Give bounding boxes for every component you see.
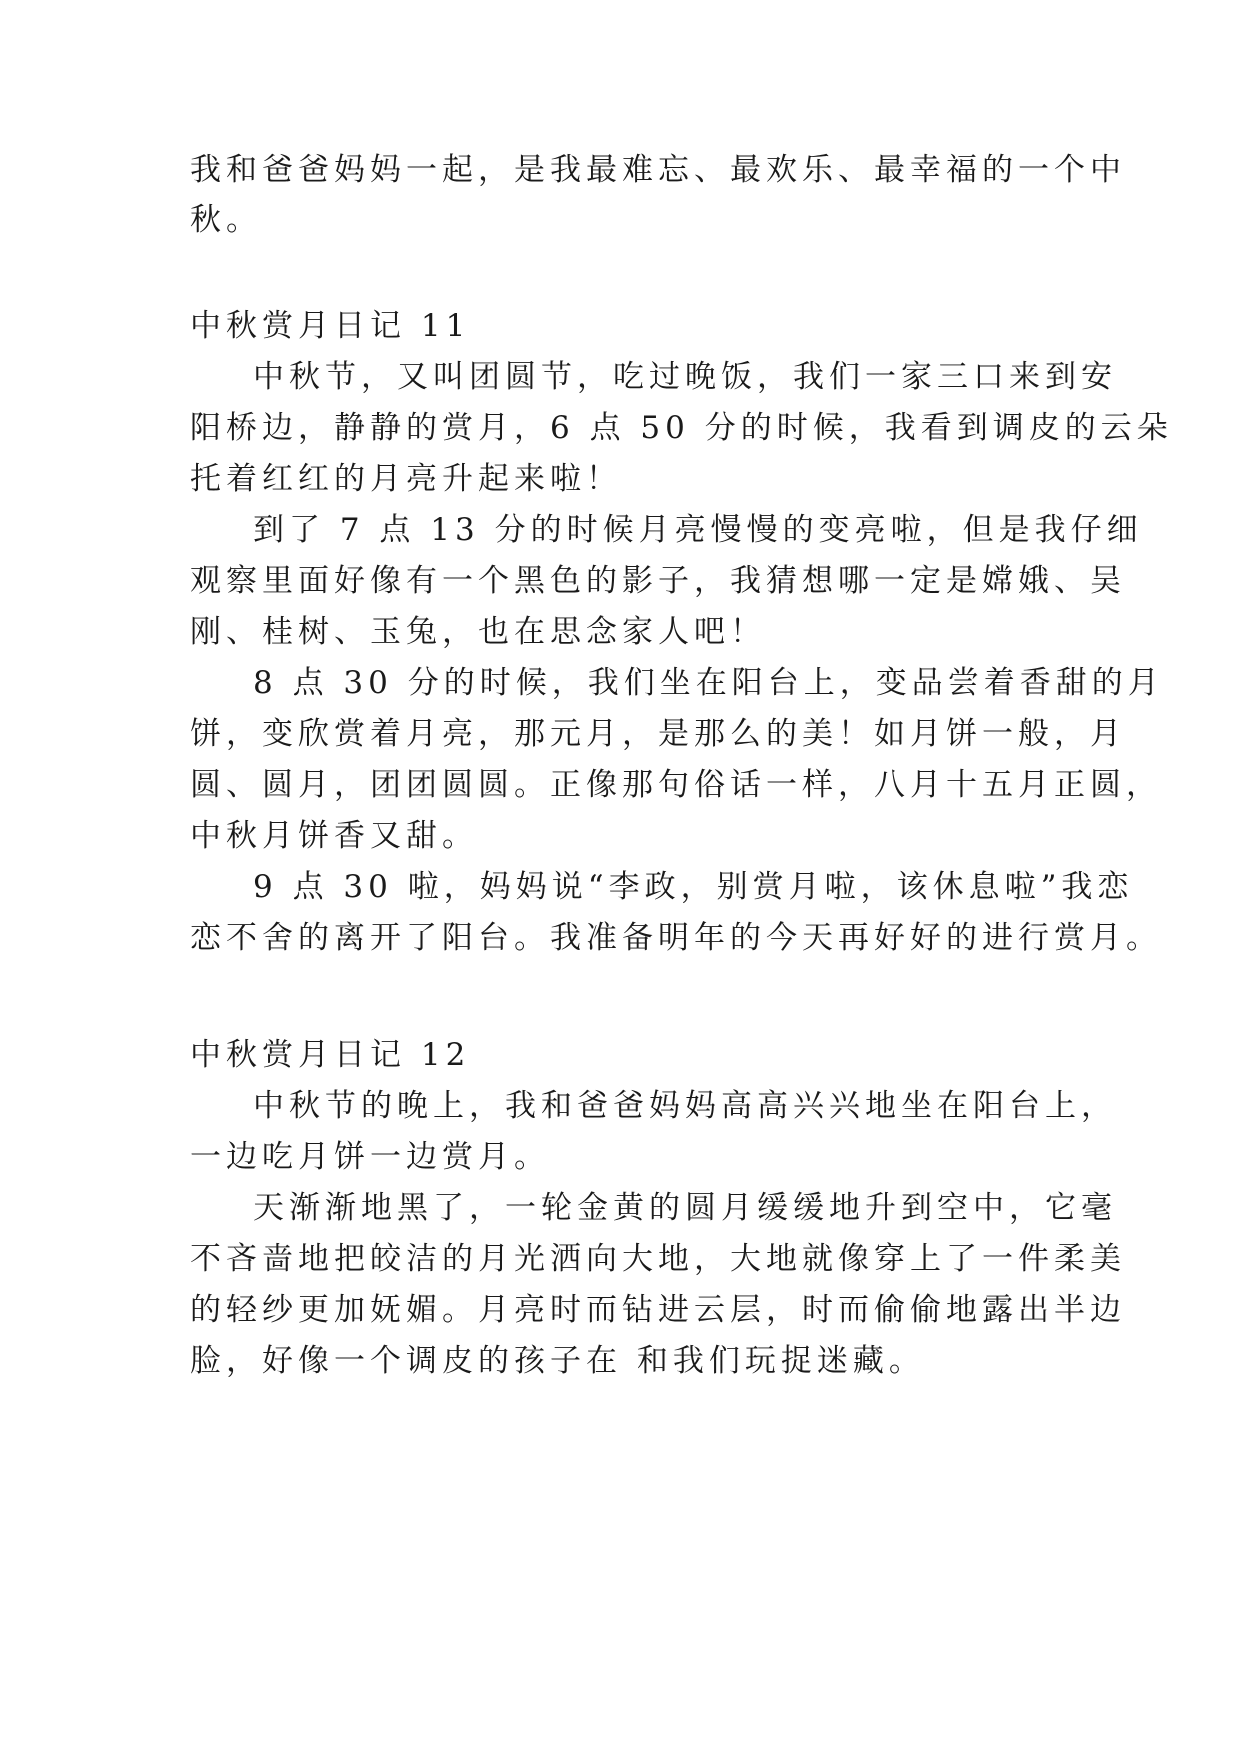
text-line: 脸，好像一个调皮的孩子在 和我们玩捉迷藏。	[190, 1343, 925, 1379]
paragraph-first-line: 中秋节，又叫团圆节，吃过晚饭，我们一家三口来到安	[253, 359, 1117, 395]
text-line: 恋不舍的离开了阳台。我准备明年的今天再好好的进行赏月。	[190, 920, 1162, 956]
text-line: 中秋月饼香又甜。	[190, 818, 478, 854]
paragraph-first-line: 8 点 30 分的时候，我们坐在阳台上，变品尝着香甜的月	[253, 665, 1164, 701]
text-line: 一边吃月饼一边赏月。	[190, 1139, 550, 1175]
text-line: 托着红红的月亮升起来啦！	[190, 461, 622, 497]
paragraph-first-line: 到了 7 点 13 分的时候月亮慢慢的变亮啦，但是我仔细	[253, 512, 1143, 548]
text-line: 阳桥边，静静的赏月，6 点 50 分的时候，我看到调皮的云朵	[190, 410, 1173, 446]
paragraph-first-line: 9 点 30 啦，妈妈说“李政，别赏月啦，该休息啦”我恋	[253, 869, 1134, 905]
text-line: 秋。	[190, 202, 262, 238]
paragraph-first-line: 中秋节的晚上，我和爸爸妈妈高高兴兴地坐在阳台上，	[253, 1088, 1117, 1124]
text-line: 饼，变欣赏着月亮，那元月，是那么的美！如月饼一般，月	[190, 716, 1126, 752]
text-line: 观察里面好像有一个黑色的影子，我猜想哪一定是嫦娥、吴	[190, 563, 1126, 599]
paragraph-first-line: 天渐渐地黑了，一轮金黄的圆月缓缓地升到空中，它毫	[253, 1190, 1117, 1226]
text-line: 我和爸爸妈妈一起，是我最难忘、最欢乐、最幸福的一个中	[190, 152, 1126, 188]
text-line: 不吝啬地把皎洁的月光洒向大地，大地就像穿上了一件柔美	[190, 1241, 1126, 1277]
text-line: 刚、桂树、玉兔，也在思念家人吧！	[190, 614, 766, 650]
text-line: 的轻纱更加妩媚。月亮时而钻进云层，时而偷偷地露出半边	[190, 1292, 1126, 1328]
text-line: 圆、圆月，团团圆圆。正像那句俗话一样，八月十五月正圆，	[190, 767, 1162, 803]
section-heading-11: 中秋赏月日记 11	[190, 308, 471, 344]
section-heading-12: 中秋赏月日记 12	[190, 1037, 471, 1073]
